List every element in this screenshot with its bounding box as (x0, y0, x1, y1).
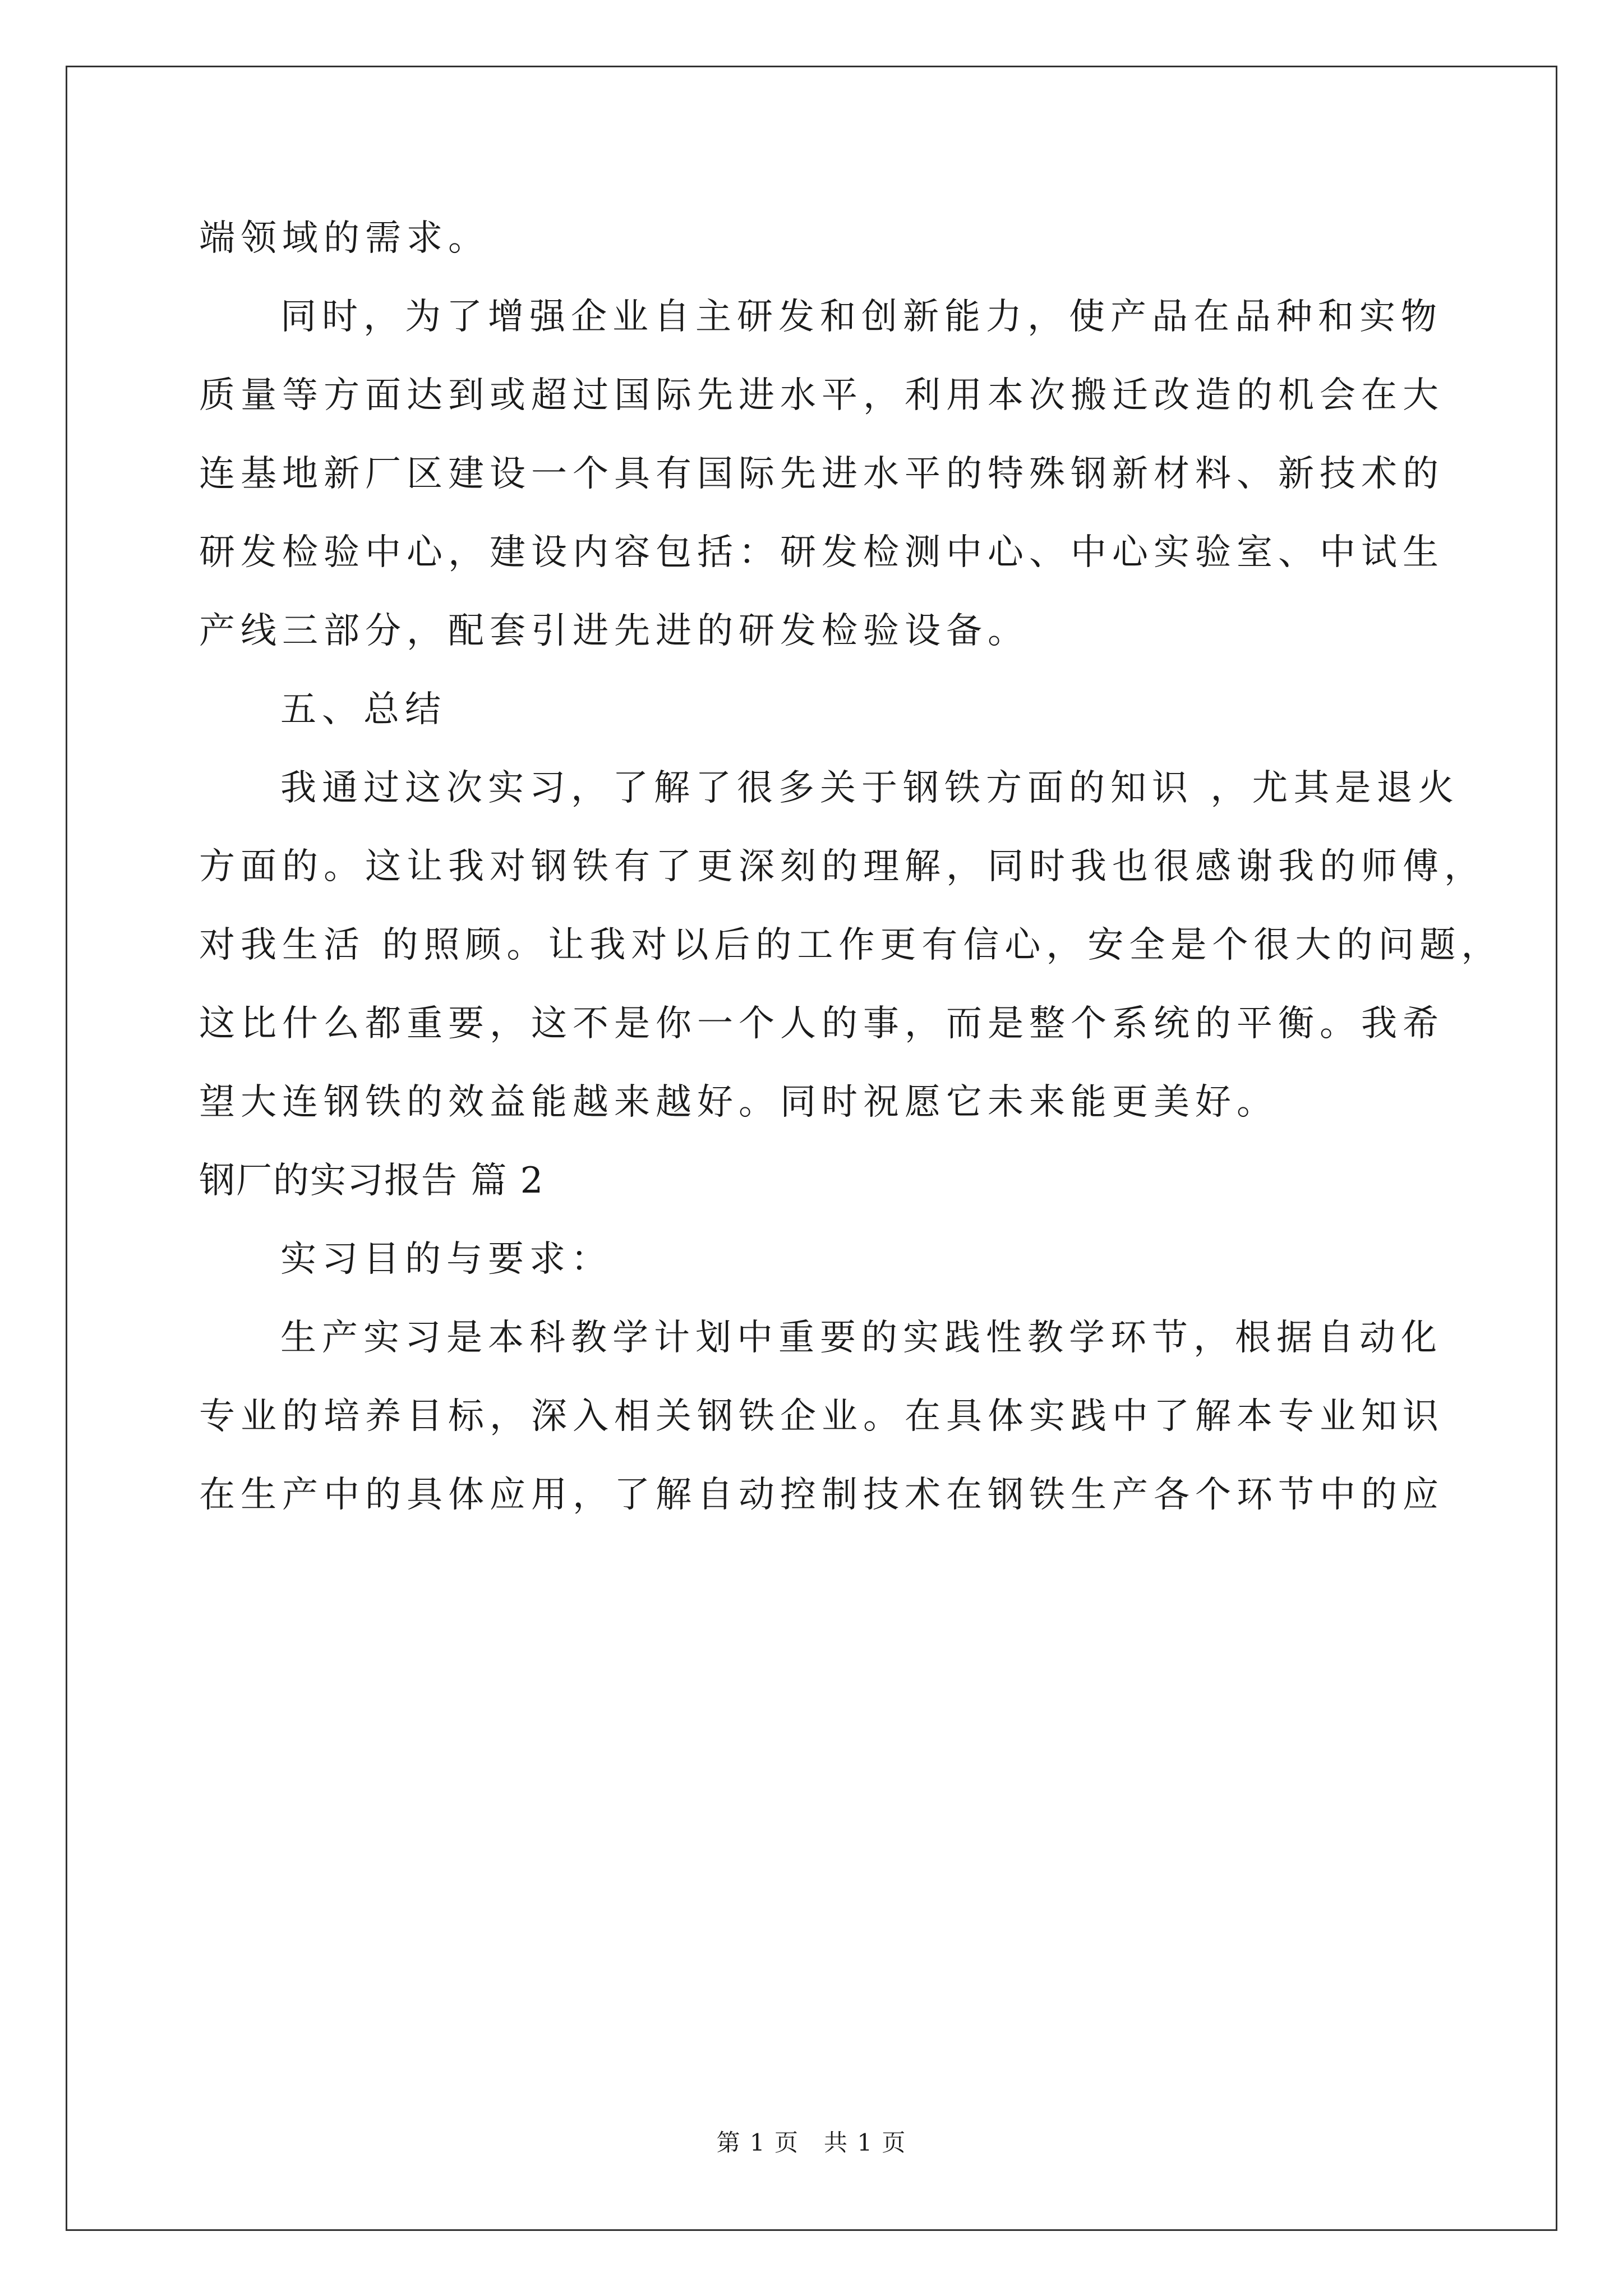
text-line: 质量等方面达到或超过国际先进水平，利用本次搬迁改造的机会在大 (199, 375, 1444, 416)
text-line: 这比什么都重要，这不是你一个人的事，而是整个系统的平衡。我希 (199, 1003, 1444, 1045)
text-line: 我通过这次实习，了解了很多关于钢铁方面的知识 ，尤其是退火 (280, 767, 1460, 809)
text-line: 同时，为了增强企业自主研发和创新能力，使产品在品种和实物 (280, 296, 1442, 338)
section-heading: 实习目的与要求： (280, 1239, 612, 1280)
text-line: 对我生活 的照顾。让我对以后的工作更有信心，安全是个很大的问题， (199, 924, 1503, 966)
text-line: 研发检验中心，建设内容包括：研发检测中心、中心实验室、中试生 (199, 532, 1444, 573)
text-line: 方面的。这让我对钢铁有了更深刻的理解，同时我也很感谢我的师傅， (199, 846, 1486, 887)
section-heading: 五、总结 (280, 689, 446, 730)
text-line: 在生产中的具体应用，了解自动控制技术在钢铁生产各个环节中的应 (199, 1474, 1444, 1516)
chapter-title: 钢厂的实习报告 篇 2 (199, 1160, 545, 1202)
document-body (199, 199, 1503, 1534)
text-line: 专业的培养目标，深入相关钢铁企业。在具体实践中了解本专业知识 (199, 1396, 1444, 1437)
text-line: 生产实习是本科教学计划中重要的实践性教学环节，根据自动化 (280, 1317, 1442, 1359)
text-line: 产线三部分，配套引进先进的研发检验设备。 (199, 610, 1029, 652)
page-number: 第 1 页 共 1 页 (716, 2129, 907, 2156)
text-line: 端领域的需求。 (199, 218, 490, 259)
text-line: 连基地新厂区建设一个具有国际先进水平的特殊钢新材料、新技术的 (199, 453, 1444, 495)
text-line: 望大连钢铁的效益能越来越好。同时祝愿它未来能更美好。 (199, 1082, 1278, 1123)
